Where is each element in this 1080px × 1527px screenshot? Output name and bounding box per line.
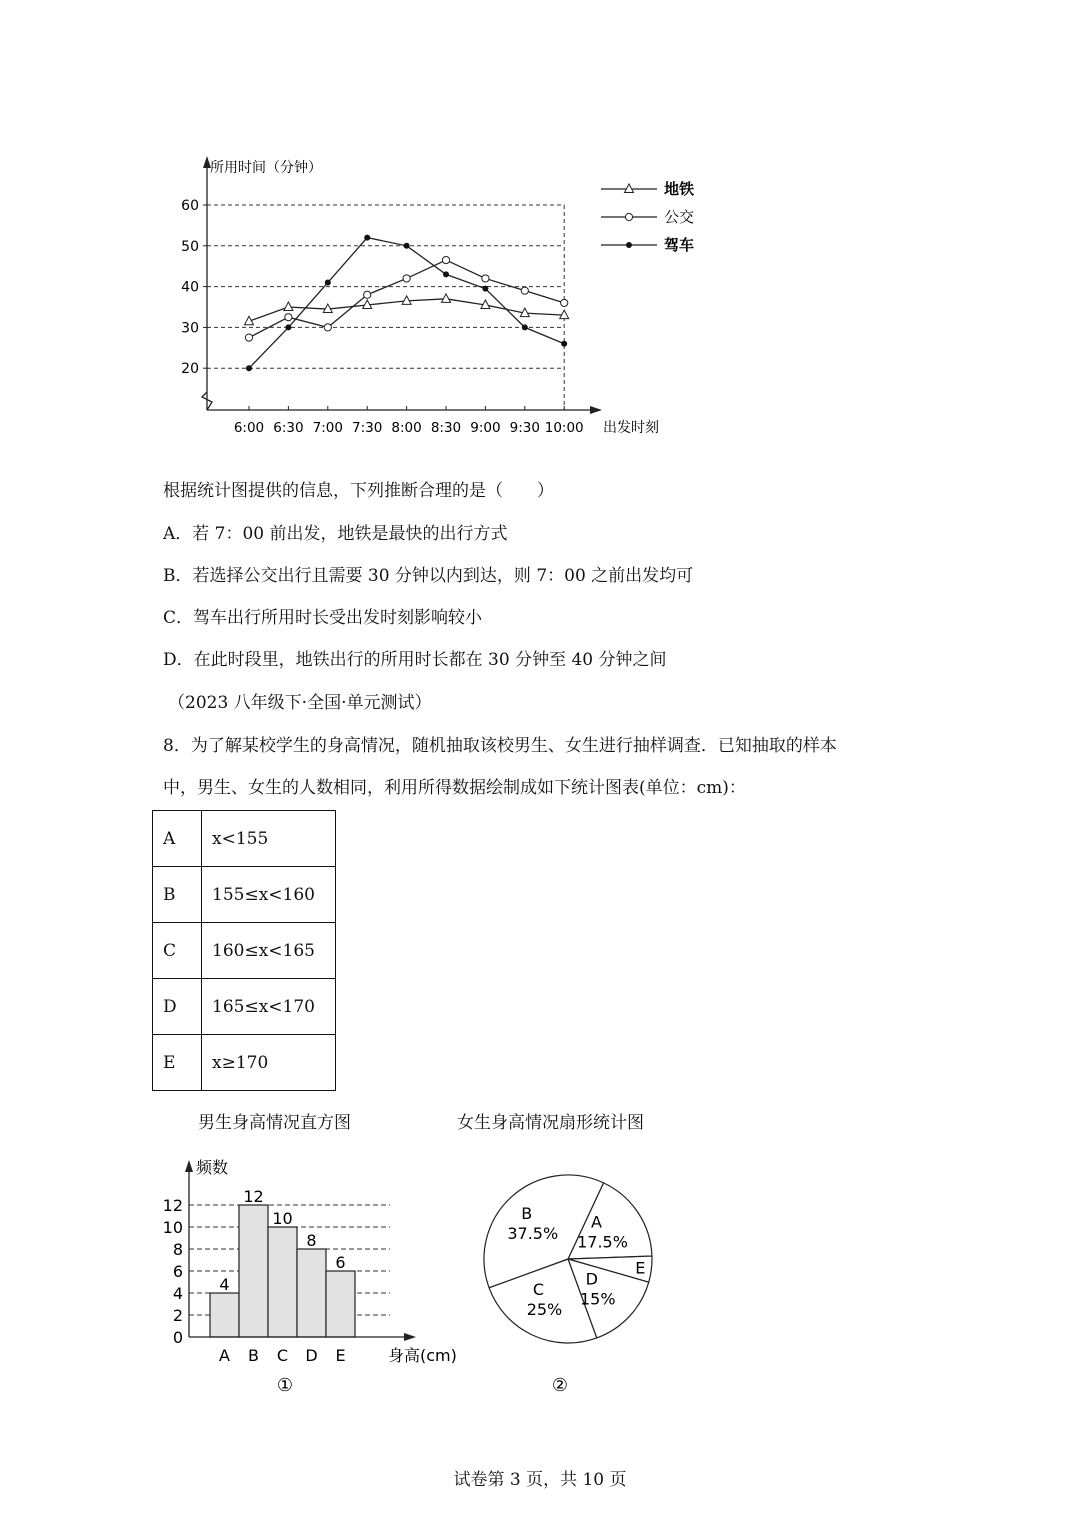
histogram-title: 男生身高情况直方图 (198, 1113, 351, 1133)
series-marker (561, 341, 567, 347)
line-chart-axes (202, 156, 602, 414)
series-marker (245, 334, 252, 341)
series-marker (284, 302, 293, 311)
x-tick-label: 10:00 (544, 420, 584, 436)
range-value: x≥170 (202, 1035, 336, 1091)
range-key: A (153, 811, 202, 867)
series-marker (285, 314, 292, 321)
bar-value-label: 12 (243, 1187, 264, 1206)
question7-option-c: C．驾车出行所用时长受出发时刻影响较小 (163, 608, 483, 628)
y-tick-label: 0 (172, 1328, 183, 1347)
figure-number: ② (551, 1375, 569, 1396)
pie-slice-percent: 15% (580, 1289, 616, 1309)
pie-title: 女生身高情况扇形统计图 (457, 1113, 644, 1133)
series-marker (482, 275, 489, 282)
series-marker (324, 324, 331, 331)
y-tick-label: 30 (181, 320, 199, 337)
legend-label: 驾车 (664, 236, 695, 254)
range-value: x<155 (202, 811, 336, 867)
range-key: E (153, 1035, 202, 1091)
series-marker (404, 243, 410, 249)
bar-value-label: 6 (335, 1253, 346, 1272)
page-footer: 试卷第 3 页，共 10 页 (453, 1470, 627, 1490)
range-key: C (153, 923, 202, 979)
pie-slice-label: A (591, 1212, 603, 1232)
range-key: D (153, 979, 202, 1035)
series-marker (285, 324, 291, 330)
table-row (153, 1035, 336, 1091)
series-marker (403, 275, 410, 282)
x-tick-label: 8:00 (391, 420, 422, 436)
bar-value-label: 4 (219, 1275, 230, 1294)
y-tick-label: 50 (181, 238, 199, 255)
histogram-bar (268, 1227, 297, 1337)
series-marker (364, 291, 371, 298)
x-axis-arrow (404, 1333, 416, 1341)
x-tick-label: B (248, 1346, 259, 1365)
question8-line2: 中，男生、女生的人数相同，利用所得数据绘制成如下统计图表(单位：cm)： (163, 778, 746, 798)
line-chart-legend (601, 180, 694, 254)
pie-slice-label: D (585, 1269, 598, 1289)
x-tick-label: 9:00 (470, 420, 501, 436)
table-row (153, 923, 336, 979)
histogram-bar (297, 1249, 326, 1337)
y-axis-title: 所用时间（分钟） (210, 160, 322, 176)
y-tick-label: 12 (162, 1196, 183, 1215)
y-tick-label: 40 (181, 279, 199, 296)
x-tick-label: E (335, 1346, 346, 1365)
question8-line1: 8．为了解某校学生的身高情况，随机抽取该校男生、女生进行抽样调查．已知抽取的样本 (163, 736, 837, 756)
x-tick-label: C (276, 1346, 289, 1365)
y-tick-label: 2 (172, 1306, 183, 1325)
pie-slice-label: B (521, 1203, 533, 1223)
range-key: B (153, 867, 202, 923)
bar-value-label: 10 (272, 1209, 293, 1228)
table-row (153, 811, 336, 867)
legend-label: 地铁 (664, 180, 695, 198)
bar-value-label: 8 (306, 1231, 317, 1250)
height-range-table (152, 810, 336, 1091)
line-chart-series (245, 235, 569, 372)
y-tick-label: 20 (181, 361, 199, 378)
x-tick-label: A (219, 1346, 230, 1365)
pie-slices (484, 1175, 652, 1343)
y-axis-title: 频数 (196, 1158, 229, 1177)
x-axis-title: 出发时刻 (603, 420, 659, 436)
histogram-bar (326, 1271, 355, 1337)
x-tick-label: 6:30 (273, 420, 304, 436)
pie-slice-label: E (635, 1258, 646, 1278)
pie-slice-percent: 17.5% (577, 1232, 628, 1252)
y-tick-label: 8 (172, 1240, 183, 1259)
x-tick-label: D (305, 1346, 318, 1365)
pie-slice-percent: 25% (526, 1299, 563, 1319)
histogram-bar (210, 1293, 239, 1337)
range-value: 165≤x<170 (202, 979, 336, 1035)
series-marker (364, 235, 370, 241)
line-chart-grid (207, 205, 564, 410)
female-height-pie (470, 1165, 670, 1400)
question7-stem: 根据统计图提供的信息，下列推断合理的是（ ） (163, 481, 554, 501)
series-marker (442, 294, 451, 303)
line-chart-labels (181, 160, 659, 436)
y-tick-label: 4 (172, 1284, 183, 1303)
y-tick-label: 60 (181, 198, 199, 214)
series-marker (625, 213, 632, 220)
question7-option-b: B．若选择公交出行且需要 30 分钟以内到达，则 7：00 之前出发均可 (163, 566, 694, 586)
series-marker (521, 287, 528, 294)
series-marker (443, 271, 449, 277)
x-tick-label: 6:00 (233, 420, 265, 436)
y-axis-arrow (185, 1160, 193, 1172)
figure-number: ① (276, 1375, 294, 1396)
series-marker (561, 299, 568, 306)
range-value: 155≤x<160 (202, 867, 336, 923)
legend-label: 公交 (664, 208, 695, 226)
series-marker (625, 184, 634, 193)
table-row (153, 867, 336, 923)
series-marker (626, 242, 632, 248)
male-height-histogram (150, 1150, 480, 1400)
travel-time-line-chart (180, 150, 700, 450)
x-axis-title: 身高(cm) (388, 1346, 457, 1365)
y-tick-label: 6 (172, 1262, 183, 1281)
x-tick-label: 7:00 (312, 420, 343, 436)
series-marker (325, 280, 331, 286)
x-tick-label: 8:30 (430, 420, 462, 436)
question7-option-a: A．若 7：00 前出发，地铁是最快的出行方式 (163, 524, 508, 544)
series-marker (522, 324, 528, 330)
y-tick-label: 10 (162, 1218, 183, 1237)
range-value: 160≤x<165 (202, 923, 336, 979)
pie-slice-percent: 37.5% (507, 1223, 559, 1243)
question7-option-d: D．在此时段里，地铁出行的所用时长都在 30 分钟至 40 分钟之间 (163, 650, 667, 670)
pie-slice-label: C (532, 1279, 545, 1299)
series-marker (442, 256, 449, 263)
histogram-bar (239, 1205, 268, 1337)
series-marker (482, 286, 488, 292)
table-row (153, 979, 336, 1035)
x-tick-label: 9:30 (509, 420, 540, 436)
x-tick-label: 7:30 (352, 420, 383, 436)
question-source: （2023 八年级下·全国·单元测试） (168, 693, 432, 713)
x-axis-arrow (590, 406, 602, 414)
series-marker (246, 365, 252, 371)
